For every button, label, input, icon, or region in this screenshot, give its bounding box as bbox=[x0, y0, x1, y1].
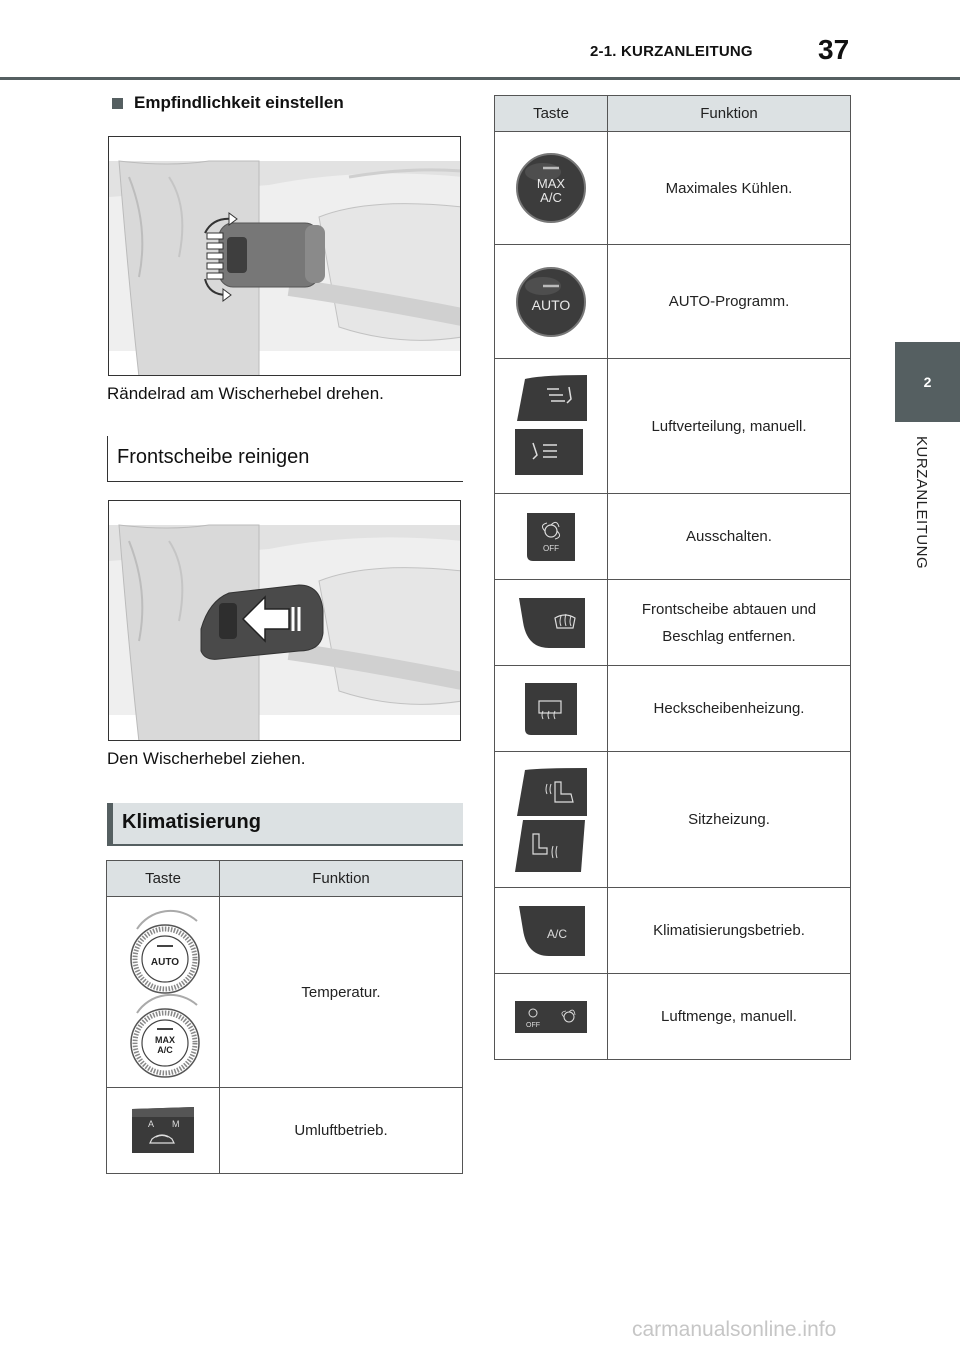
fan-off-button-icon bbox=[523, 509, 579, 565]
defrost-windshield-button-icon bbox=[513, 592, 589, 654]
figure-caption-1: Rändelrad am Wischerhebel drehen. bbox=[107, 384, 384, 403]
function-cell: Umluftbetrieb. bbox=[220, 1088, 463, 1174]
max-label: MAX bbox=[155, 1035, 175, 1045]
auto-recirc-label: A bbox=[148, 1118, 155, 1129]
function-cell: Luftverteilung, manuell. bbox=[608, 359, 851, 494]
header-rule bbox=[0, 77, 960, 80]
left-function-table bbox=[106, 860, 463, 1174]
key-cell bbox=[495, 752, 608, 888]
auto-label: AUTO bbox=[150, 957, 180, 968]
ac-label: A/C bbox=[546, 926, 568, 941]
table-row bbox=[495, 359, 851, 494]
table-row bbox=[495, 494, 851, 580]
figure-caption-2: Den Wischerhebel ziehen. bbox=[107, 749, 306, 768]
klima-heading: Klimatisierung bbox=[107, 803, 463, 846]
section-header: 2-1. KURZANLEITUNG bbox=[590, 43, 753, 60]
function-cell: Sitzheizung. bbox=[608, 752, 851, 888]
table-row bbox=[495, 245, 851, 359]
key-cell bbox=[495, 666, 608, 752]
air-distribution-buttons-icon bbox=[511, 371, 591, 481]
chapter-tab: 2 bbox=[895, 342, 960, 422]
table-header-row bbox=[495, 96, 851, 132]
function-cell: AUTO-Programm. bbox=[608, 245, 851, 359]
function-cell bbox=[608, 580, 851, 666]
table-row bbox=[495, 752, 851, 888]
ac-button-icon bbox=[513, 900, 589, 962]
column-header-funktion: Funktion bbox=[608, 96, 851, 132]
manual-recirc-label: M bbox=[172, 1118, 180, 1129]
max-label: MAX bbox=[536, 176, 566, 191]
right-function-table bbox=[494, 95, 851, 1060]
key-cell bbox=[495, 132, 608, 245]
function-cell: Luftmenge, manuell. bbox=[608, 974, 851, 1060]
off-label: OFF bbox=[543, 543, 559, 553]
key-cell bbox=[495, 245, 608, 359]
auto-button-icon bbox=[511, 262, 591, 342]
key-cell bbox=[495, 494, 608, 580]
function-line-1: Frontscheibe abtauen und bbox=[641, 600, 817, 618]
table-row bbox=[495, 974, 851, 1060]
key-cell bbox=[495, 888, 608, 974]
key-cell bbox=[495, 359, 608, 494]
table-row bbox=[495, 580, 851, 666]
ac-label: A/C bbox=[540, 190, 562, 205]
table-row bbox=[495, 888, 851, 974]
watermark: carmanualsonline.info bbox=[632, 1318, 837, 1341]
bullet-square-icon bbox=[112, 98, 123, 109]
function-line-2: Beschlag entfernen. bbox=[662, 627, 796, 645]
column-header-taste: Taste bbox=[107, 861, 220, 897]
wiper-pull-figure bbox=[108, 500, 461, 741]
page-number: 37 bbox=[818, 34, 850, 65]
table-row bbox=[107, 1088, 463, 1174]
chapter-label: KURZANLEITUNG bbox=[913, 436, 930, 570]
wiper-thumbwheel-figure bbox=[108, 136, 461, 376]
key-cell bbox=[107, 897, 220, 1088]
recirculation-button-icon bbox=[128, 1103, 198, 1159]
key-cell bbox=[495, 974, 608, 1060]
key-cell bbox=[495, 580, 608, 666]
table-header-row bbox=[107, 861, 463, 897]
function-cell: Heckscheibenheizung. bbox=[608, 666, 851, 752]
temperature-knobs-icon bbox=[113, 901, 213, 1083]
function-cell: Maximales Kühlen. bbox=[608, 132, 851, 245]
table-row bbox=[495, 666, 851, 752]
section-heading bbox=[112, 93, 344, 113]
max-ac-button-icon bbox=[511, 148, 591, 228]
rear-window-heating-button-icon bbox=[521, 679, 581, 739]
subsection-heading: Frontscheibe reinigen bbox=[107, 436, 463, 482]
section-heading-text: Empfindlichkeit einstellen bbox=[134, 93, 344, 112]
seat-heating-buttons-icon bbox=[511, 764, 591, 876]
ac-label: A/C bbox=[157, 1045, 173, 1055]
off-label: OFF bbox=[526, 1021, 540, 1029]
function-cell: Temperatur. bbox=[220, 897, 463, 1088]
key-cell bbox=[107, 1088, 220, 1174]
column-header-funktion: Funktion bbox=[220, 861, 463, 897]
column-header-taste: Taste bbox=[495, 96, 608, 132]
function-cell: Klimatisierungsbetrieb. bbox=[608, 888, 851, 974]
fan-speed-button-icon bbox=[511, 997, 591, 1037]
function-cell: Ausschalten. bbox=[608, 494, 851, 580]
table-row bbox=[107, 897, 463, 1088]
auto-label: AUTO bbox=[531, 296, 571, 313]
table-row bbox=[495, 132, 851, 245]
